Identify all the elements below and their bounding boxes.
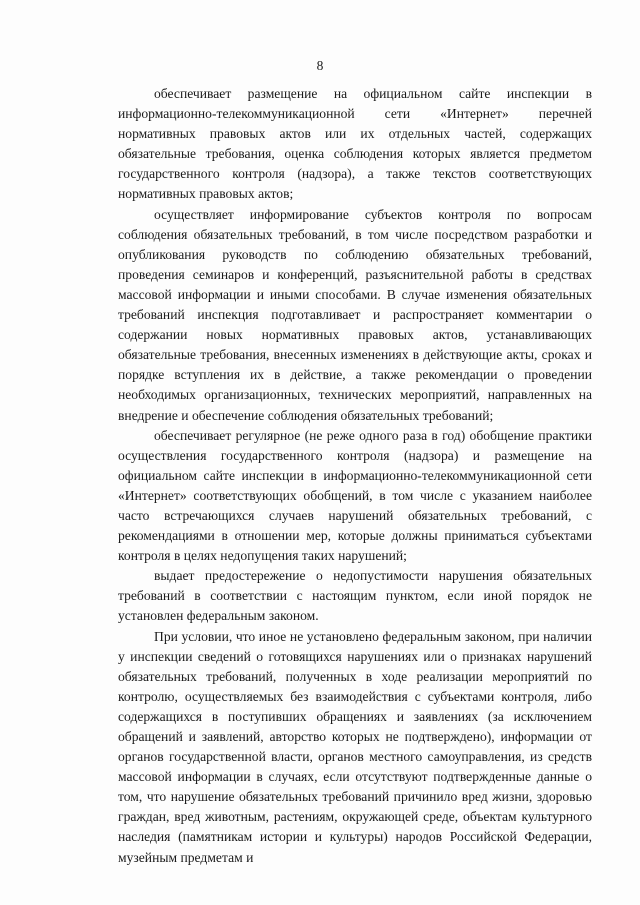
page-number: 8 <box>316 58 324 73</box>
paragraph-publication-of-acts: обеспечивает размещение на официальном сайте инспекции в информационно-телекоммуникационной сети «Интернет» перечней нормативных правовых актов или их отдельных частей, содержащих обязательные требования, оценка соблюдения которых является предметом государственного контроля (надзора), а также текстов соответствующих нормативных правовых актов; <box>118 86 592 202</box>
paragraph-informing-subjects: осуществляет информирование субъектов контроля по вопросам соблюдения обязательных требований, в том числе посредством разработки и опубликования руководств по соблюдению обязательных требований, проведения семинаров и конференций, разъяснительной работы в средствах массовой информации и иными способами. В случае изменения обязательных требований инспекция подготавливает и распространяет комментарии о содержании новых нормативных правовых актов, устанавливающих обязательные требования, внесенных изменениях в действующие акты, сроках и порядке вступления их в действие, а также рекомендации о проведении необходимых организационных, технических мероприятий, направленных на внедрение и обеспечение соблюдения обязательных требований; <box>118 206 592 423</box>
document-body <box>118 84 592 868</box>
paragraph-issuing-warning: выдает предостережение о недопустимости нарушения обязательных требований в соответствии с настоящим пунктом, если иной порядок не установлен федеральным законом. <box>118 568 592 624</box>
paragraph-conditions: При условии, что иное не установлено федеральным законом, при наличии у инспекции сведений о готовящихся нарушениях или о признаках нарушений обязательных требований, полученных в ходе реализации мероприятий по контролю, осуществляемых без взаимодействия с субъектами контроля, либо содержащихся в поступивших обращениях и заявлениях (за исключением обращений и заявлений, авторство которых не подтверждено), информации от органов государственной власти, органов местного самоуправления, из средств массовой информации в случаях, если отсутствуют подтвержденные данные о том, что нарушение обязательных требований причинило вред жизни, здоровью граждан, вред животным, растениям, окружающей среде, объектам культурного наследия (памятникам истории и культуры) народов Российской Федерации, музейным предметам и <box>118 628 592 865</box>
paragraph-practice-generalization: обеспечивает регулярное (не реже одного раза в год) обобщение практики осуществления государственного контроля (надзора) и размещение на официальном сайте инспекции в информационно-телекоммуникационной сети «Интернет» соответствующих обобщений, в том числе с указанием наиболее часто встречающихся случаев нарушений обязательных требований, с рекомендациями в отношении мер, которые должны приниматься субъектами контроля в целях недопущения таких нарушений; <box>118 427 592 564</box>
